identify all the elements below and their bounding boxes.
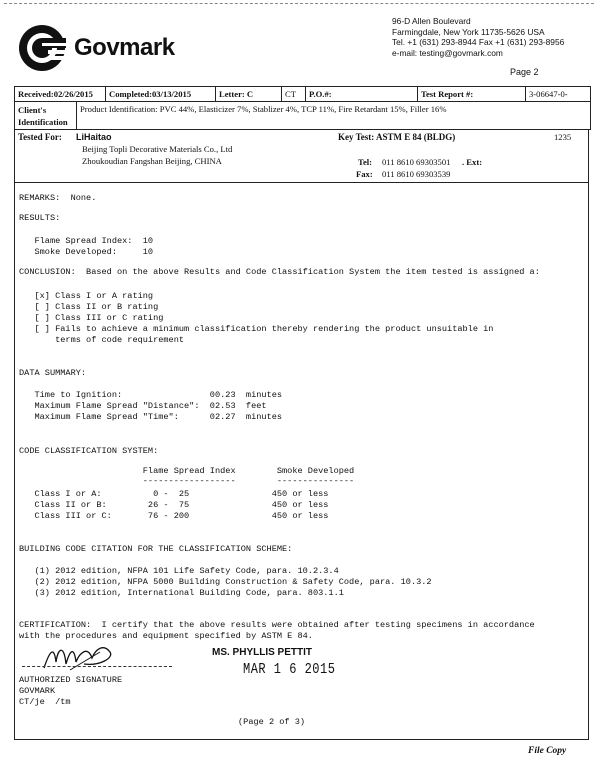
client-label-line: Client's	[18, 105, 47, 115]
flame-spread-index: Flame Spread Index: 10	[19, 236, 154, 246]
classification-table-header: Flame Spread Index Smoke Developed	[19, 466, 355, 476]
building-code-heading: BUILDING CODE CITATION FOR THE CLASSIFICATION SCHEME:	[19, 544, 293, 554]
classification-row: Class III or C: 76 - 200 450 or less	[19, 511, 329, 521]
classification-row: Class II or B: 26 - 75 450 or less	[19, 500, 329, 510]
key-test: Key Test: ASTM E 84 (BLDG)	[338, 132, 456, 142]
authorized-signature-label: AUTHORIZED SIGNATURE	[19, 675, 123, 685]
brand-name: Govmark	[74, 34, 175, 61]
client-row	[14, 101, 591, 130]
summary-line: Maximum Flame Spread "Distance": 02.53 feet	[19, 401, 267, 411]
po-field: P.O.#:	[306, 87, 418, 101]
tested-for-label: Tested For:	[18, 132, 62, 142]
page-number: Page 2	[510, 67, 539, 77]
ext-label: . Ext:	[462, 157, 483, 167]
test-report-label: Test Report #:	[418, 87, 526, 101]
govmark-label: GOVMARK	[19, 686, 56, 696]
file-copy-mark: File Copy	[528, 746, 567, 756]
date-stamp: MAR 1 6 2015	[243, 661, 336, 678]
received-date: Received:02/26/2015	[15, 87, 106, 101]
address-line: Tel. +1 (631) 293-8944 Fax +1 (631) 293-8956	[392, 37, 565, 48]
tested-for-name: LiHaitao	[76, 132, 112, 142]
completed-date: Completed:03/13/2015	[106, 87, 216, 101]
section-divider	[15, 182, 588, 183]
data-summary-heading: DATA SUMMARY:	[19, 368, 87, 378]
rating-option-continued: terms of code requirement	[19, 335, 185, 345]
tel-number: 011 8610 69303501	[382, 157, 451, 167]
tel-label: Tel:	[358, 157, 373, 167]
client-label	[15, 102, 77, 129]
handwritten-signature-icon	[40, 640, 130, 674]
govmark-logo-icon	[18, 24, 66, 72]
citation: (1) 2012 edition, NFPA 101 Life Safety Code, para. 10.2.3.4	[19, 566, 339, 576]
citation: (3) 2012 edition, International Building Code, para. 803.1.1	[19, 588, 344, 598]
client-label-line: Identification	[18, 117, 68, 127]
conclusion: CONCLUSION: Based on the above Results and Code Classification System the item tested is assigned a:	[19, 267, 540, 277]
rating-option: [ ] Fails to achieve a minimum classification thereby rendering the product unsuitable in	[19, 324, 494, 334]
certification-text: with the procedures and equipment specified by ASTM E 84.	[19, 631, 313, 641]
rating-option: [ ] Class III or C rating	[19, 313, 164, 323]
company-location: Zhoukoudian Fangshan Beijing, CHINA	[82, 156, 222, 166]
key-test-code: 1235	[554, 132, 572, 142]
email-line: e-mail: testing@govmark.com	[392, 47, 503, 58]
rating-option: [ ] Class II or B rating	[19, 302, 159, 312]
summary-line: Time to Ignition: 00.23 minutes	[19, 390, 283, 400]
company-name: Beijing Topli Decorative Materials Co., Ltd	[82, 144, 233, 154]
meta-row	[14, 86, 591, 102]
address-block	[392, 16, 564, 58]
citation: (2) 2012 edition, NFPA 5000 Building Construction & Safety Code, para. 10.3.2	[19, 577, 432, 587]
rating-option: [x] Class I or A rating	[19, 291, 154, 301]
page-top-edge	[4, 3, 594, 4]
ct-field: CT	[282, 87, 306, 101]
page-of-total: (Page 2 of 3)	[238, 717, 306, 727]
summary-line: Maximum Flame Spread "Time": 02.27 minutes	[19, 412, 283, 422]
letter-field: Letter: C	[216, 87, 282, 101]
results-heading: RESULTS:	[19, 213, 61, 223]
classification-row: Class I or A: 0 - 25 450 or less	[19, 489, 329, 499]
initials: CT/je /tm	[19, 697, 71, 707]
product-identification: Product Identification: PVC 44%, Elasticizer 7%, Stablizer 4%, TCP 11%, Fire Retardant 15%, Filler 16%	[80, 104, 447, 114]
signer-name: MS. PHYLLIS PETTIT	[212, 647, 313, 658]
fax-label: Fax:	[356, 169, 373, 179]
certification-text: CERTIFICATION: I certify that the above results were obtained after testing specimens in accordance	[19, 620, 535, 630]
test-report-number: 3-06647-0-	[529, 89, 568, 99]
address-line: Farmingdale, New York 11735-5626 USA	[392, 26, 545, 37]
signature-line	[22, 666, 172, 667]
remarks: REMARKS: None.	[19, 193, 97, 203]
fax-number: 011 8610 69303539	[382, 169, 451, 179]
address-line: 96-D Allen Boulevard	[392, 16, 471, 26]
smoke-developed: Smoke Developed: 10	[19, 247, 154, 257]
code-classification-heading: CODE CLASSIFICATION SYSTEM:	[19, 446, 159, 456]
classification-table-rule: ------------------ ---------------	[19, 476, 355, 486]
